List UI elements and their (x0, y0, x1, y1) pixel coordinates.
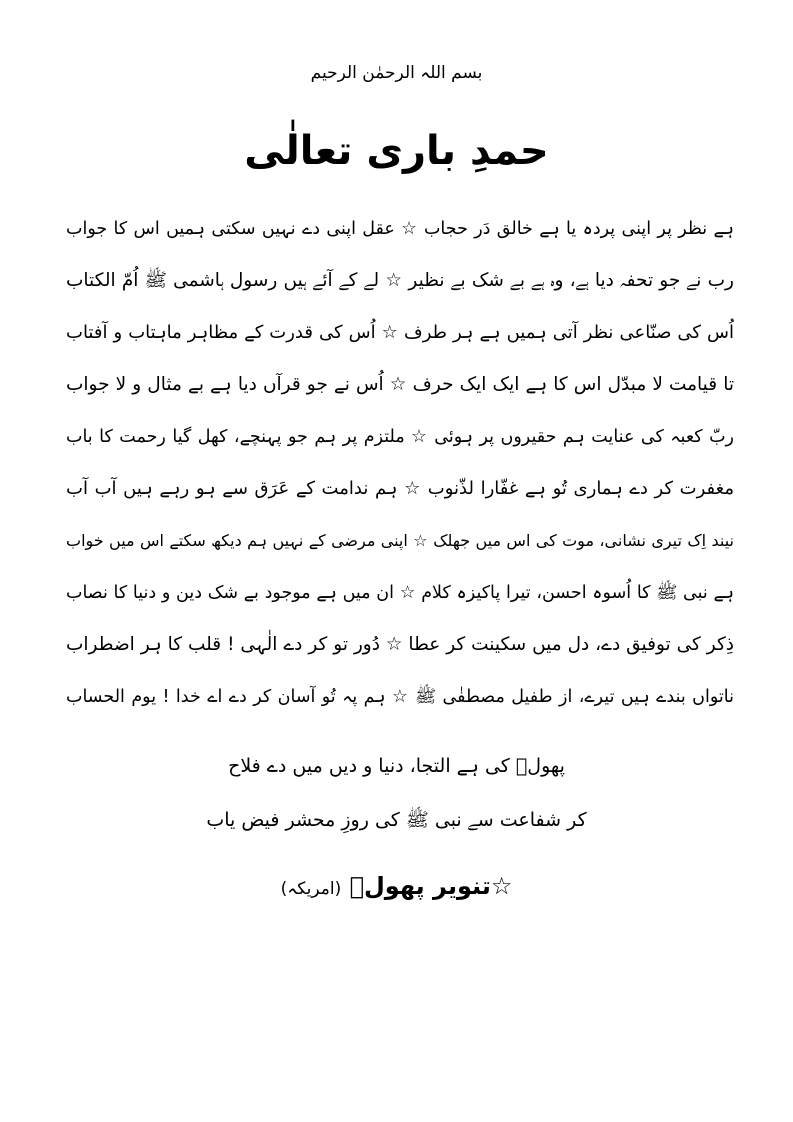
poet-name: تنویر پھولؔ (349, 872, 491, 900)
bismillah-heading: بسم اللہ الرحمٰن الرحیم (310, 63, 483, 83)
closing-line: پھولؔ کی ہے التجا، دنیا و دیں میں دے فلاح (228, 755, 565, 777)
verse-line: اُس کی صنّاعی نظر آتی ہمیں ہے ہر طرف ☆ اُس کی قدرت کے مظاہر ماہتاب و آفتاب (66, 322, 734, 343)
verse-line: تا قیامت لا مبدّل اس کا ہے ایک ایک حرف ☆ اُس نے جو قرآں دیا ہے بے مثال و لا جواب (66, 374, 734, 395)
verse-line: رب نے جو تحفہ دیا ہے، وہ ہے بے شک بے نظیر ☆ لے کے آئے ہیں رسول ہاشمی ﷺ اُمّ الکتاب (66, 270, 734, 291)
verse-line: نیند اِک تیری نشانی، موت کی اس میں جھلک ☆ اپنی مرضی کے نہیں ہم دیکھ سکتے اس میں خواب (66, 531, 734, 550)
verse-line: ربّ کعبہ کی عنایت ہم حقیروں پر ہوئی ☆ ملتزم پر ہم جو پہنچے، کھل گیا رحمت کا باب (66, 427, 734, 447)
verse-line: ذِکر کی توفیق دے، دل میں سکینت کر عطا ☆ دُور تو کر دے الٰہی ! قلب کا ہر اضطراب (66, 634, 734, 655)
poem-title: حمدِ باری تعالٰی (244, 128, 549, 174)
star-icon: ☆ (490, 872, 513, 900)
poet-signature (0, 872, 793, 900)
verse-line: ہے نظر پر اپنی پردہ یا ہے خالق دَر حجاب ☆ عقل اپنی دے نہیں سکتی ہمیں اس کا جواب (66, 219, 734, 239)
closing-line: کر شفاعت سے نبی ﷺ کی روزِ محشر فیض یاب (206, 809, 587, 831)
poet-country: (امریکہ) (280, 879, 342, 899)
poem-body (66, 207, 734, 727)
verse-line: ہے نبی ﷺ کا اُسوہ احسن، تیرا پاکیزہ کلام ☆ ان میں ہے موجود بے شک دین و دنیا کا نصاب (66, 583, 734, 603)
verse-line: ناتواں بندے ہیں تیرے، از طفیل مصطفٰی ﷺ ☆ ہم پہ تُو آسان کر دے اے خدا ! یوم الحساب (66, 687, 734, 707)
verse-line: مغفرت کر دے ہماری تُو ہے غفّارا لذّنوب ☆ ہم ندامت کے عَرَق سے ہو رہے ہیں آب آب (66, 478, 734, 499)
